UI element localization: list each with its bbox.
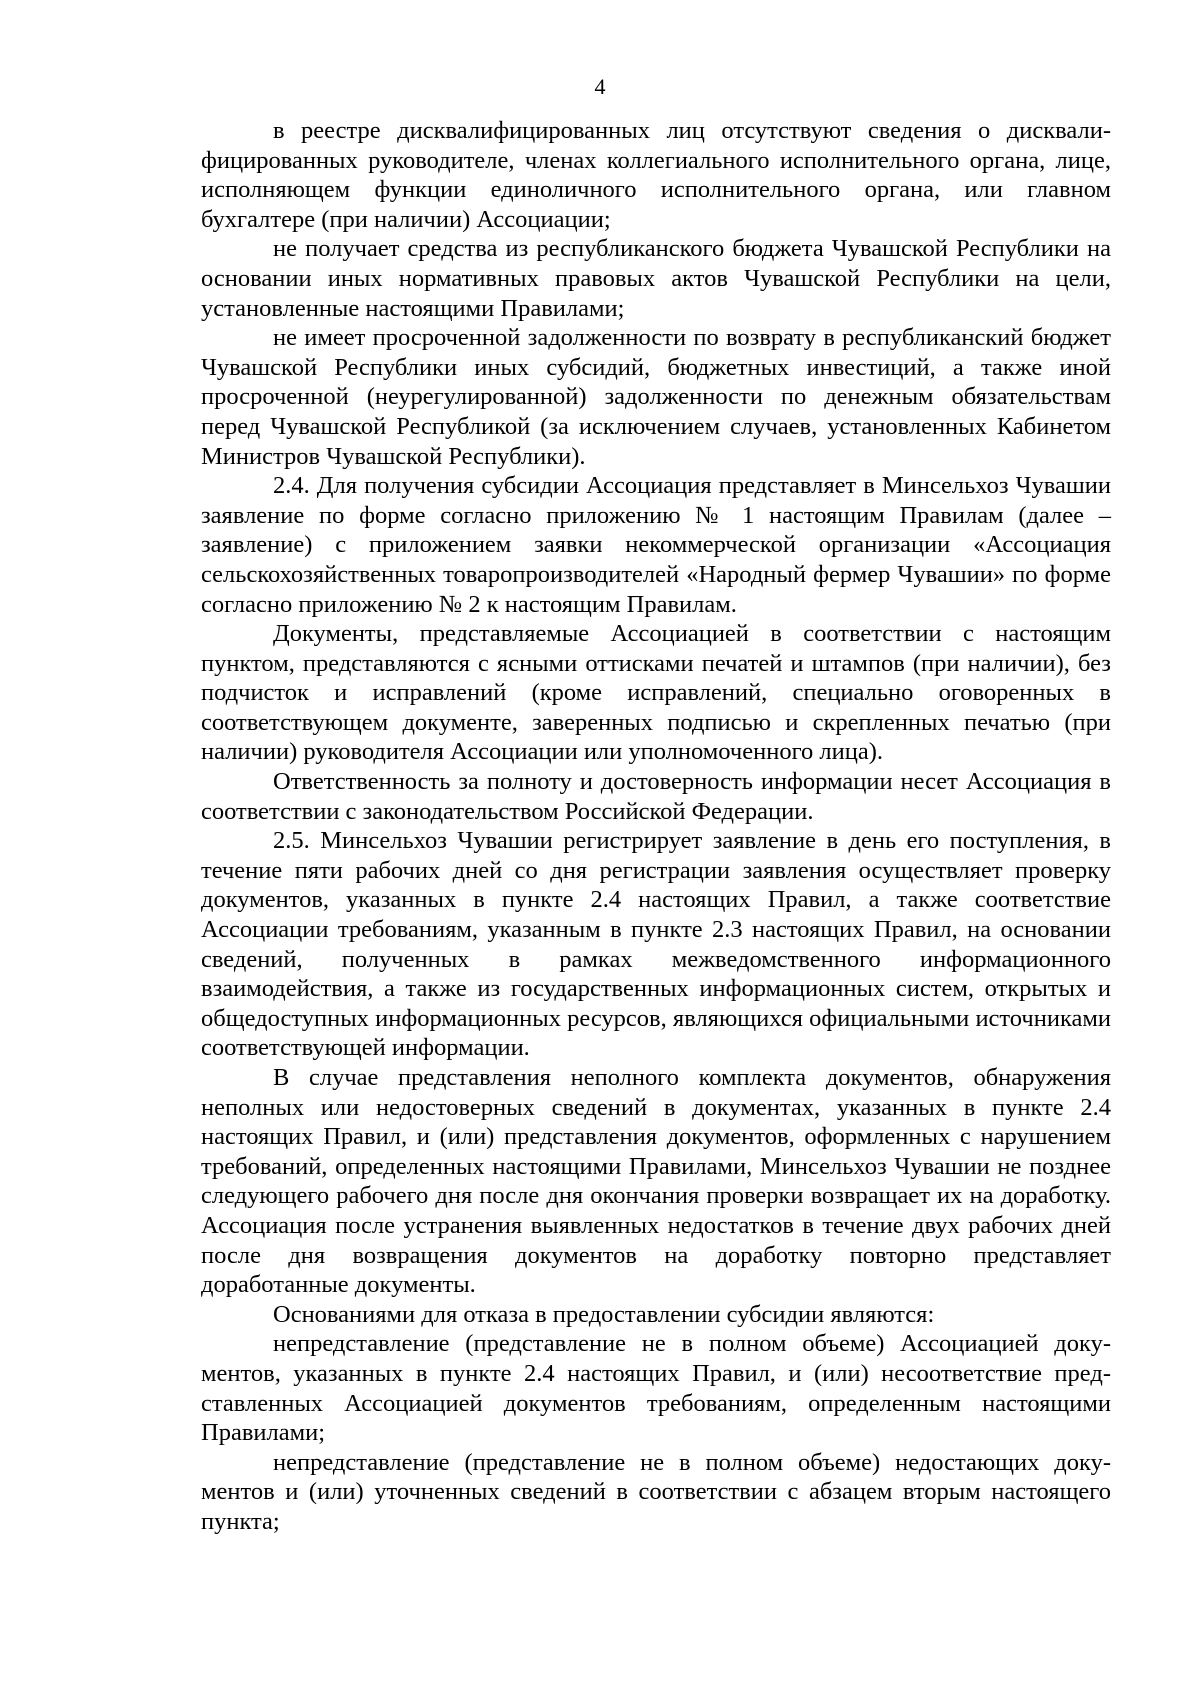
paragraph: не получает средства из республиканского бюджета Чувашской Республики на основании иных нормативных правовых актов Чувашской Республики на цели, установленные настоящими Правилами; bbox=[201, 235, 1111, 322]
paragraph: не имеет просроченной задолженности по возврату в республиканский бюджет Чувашской Республики иных субсидий, бюджетных инвестиций, а также иной просроченной (неурегулированной) задолженности по денежным обязательствам перед Чувашской Республикой (за исключением случаев, установленных Кабинетом Министров Чувашской Республики). bbox=[201, 324, 1111, 470]
paragraph: в реестре дисквалифицированных лиц отсутствуют сведения о дисквалифицированных руководителе, членах коллегиального исполнительного органа, лице, исполняющем функции единоличного исполнительного органа, или главном бухгалтере (при наличии) Ассоциации; bbox=[201, 117, 1111, 233]
paragraph: В случае представления неполного комплекта документов, обнаружения неполных или недостоверных сведений в документах, указанных в пункте 2.4 настоящих Правил, и (или) представления документов, оформленных с нарушением требований, определенных настоящими Правилами, Минсельхоз Чувашии не позднее следующего рабочего дня после дня окончания проверки возвращает их на доработку. Ассоциация после устранения выявленных недостатков в течение двух рабочих дней после дня возвращения документов на доработку повторно представляет доработанные документы. bbox=[201, 1064, 1111, 1299]
paragraph: 2.4. Для получения субсидии Ассоциация представляет в Минсельхоз Чувашии заявление по форме согласно приложению № 1 настоящим Правилам (далее – заявление) с приложением заявки некоммерческой организации «Ассоциация сельскохозяйственных товаропроизводителей «Народный фермер Чувашии» по форме согласно приложению № 2 к настоящим Правилам. bbox=[201, 472, 1111, 618]
paragraph: непредставление (представление не в полном объеме) недостающих документов и (или) уточненных сведений в соответствии с абзацем вторым настоящего пункта; bbox=[201, 1448, 1111, 1535]
paragraph: Основаниями для отказа в предоставлении субсидии являются: bbox=[273, 1300, 935, 1328]
document-body bbox=[201, 116, 1111, 1537]
paragraph: Ответственность за полноту и достоверность информации несет Ассоциация в соответствии с законодательством Российской Федерации. bbox=[201, 768, 1111, 825]
paragraph: Документы, представляемые Ассоциацией в соответствии с настоящим пунктом, представляются с ясными оттисками печатей и штампов (при наличии), без подчисток и исправлений (кроме исправлений, специально оговоренных в соответствующем документе, заверенных подписью и скрепленных печатью (при наличии) руководителя Ассоциации или уполномоченного лица). bbox=[201, 620, 1111, 766]
paragraph: непредставление (представление не в полном объеме) Ассоциацией документов, указанных в пункте 2.4 настоящих Правил, и (или) несоответствие представленных Ассоциацией документов требованиям, определенным настоящими Правилами; bbox=[201, 1330, 1111, 1447]
paragraph: 2.5. Минсельхоз Чувашии регистрирует заявление в день его поступления, в течение пяти рабочих дней со дня регистрации заявления осуществляет проверку документов, указанных в пункте 2.4 настоящих Правил, а также соответствие Ассоциации требованиям, указанным в пункте 2.3 настоящих Правил, на основании сведений, полученных в рамках межведомственного информационного взаимодействия, а также из государственных информационных систем, открытых и общедоступных информационных ресурсов, являющихся официальными источниками соответствующей информации. bbox=[201, 827, 1111, 1062]
page-number: 4 bbox=[594, 74, 606, 99]
